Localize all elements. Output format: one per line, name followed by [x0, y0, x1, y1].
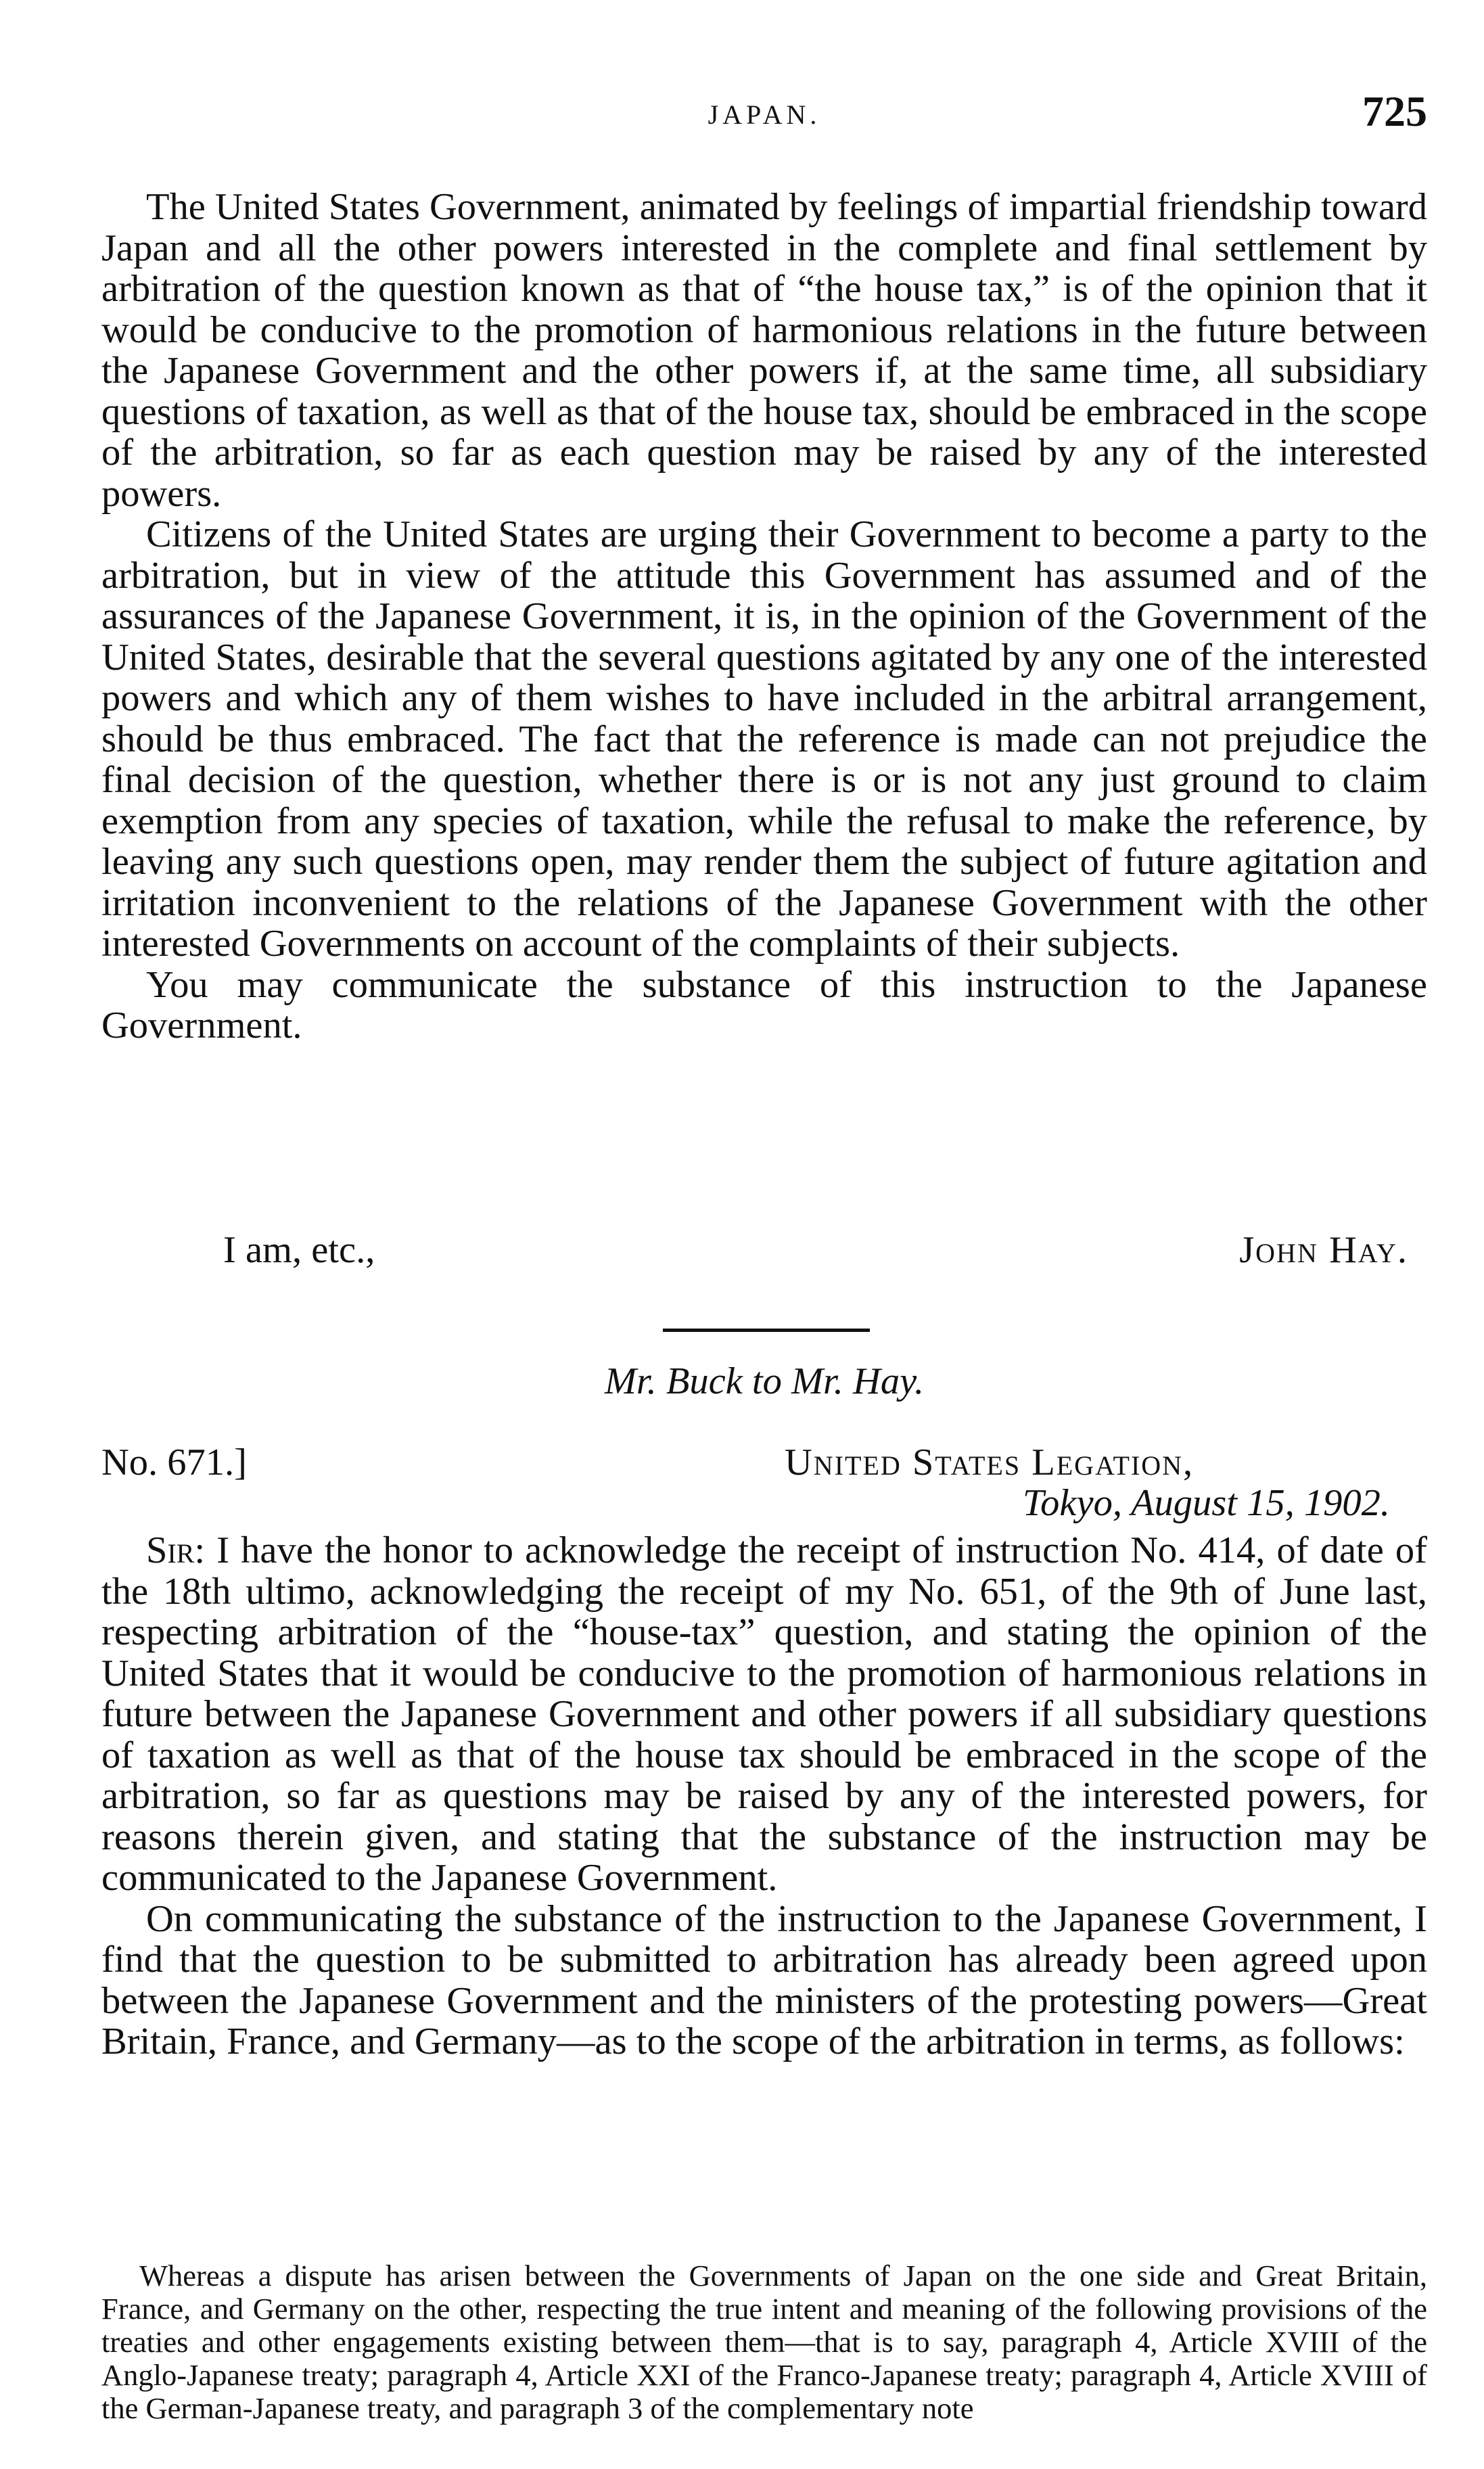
- paragraph-text: I have the honor to acknowledge the receipt of instruction No. 414, of date of the 18th ultimo, acknowledging the receipt of my No. 651, of the 9th of June last, respecting arbitration of the “house-tax” question, and stating the opinion of the United States that it would be conducive to the promotion of harmonious relations in future between the Japanese Government and other powers if all subsidiary questions of taxation as well as that of the house tax should be embraced in the scope of the arbitration, so far as questions may be raised by any of the interested powers, for reasons therein given, and stating that the substance of the instruction may be communicated to the Japanese Government.: [101, 1529, 1427, 1899]
- complimentary-close: I am, etc.,: [223, 1229, 375, 1271]
- despatch-body: [101, 1530, 1427, 2062]
- paragraph: Citizens of the United States are urging their Government to become a party to the arbitration, but in view of the attitude this Government has assumed and of the assurances of the Japanese Government, it is, in the opinion of the Government of the United States, desirable that the several questions agitated by any one of the interested powers and which any of them wishes to have included in the arbitral arrangement, should be thus embraced. The fact that the reference is made can not prejudice the final decision of the question, whether there is or is not any just ground to claim exemption from any species of taxation, while the refusal to make the reference, by leaving any such questions open, may render them the subject of future agitation and irritation inconvenient to the relations of the Japanese Government with the other interested Governments on account of the complaints of their subjects.: [101, 513, 1427, 965]
- document-title: Mr. Buck to Mr. Hay.: [604, 1360, 925, 1402]
- dateline: Tokyo, August 15, 1902.: [1022, 1482, 1390, 1524]
- despatch-heading: [101, 1441, 1427, 1483]
- paragraph: [101, 1530, 1427, 1899]
- page-number: 725: [1362, 87, 1427, 135]
- paragraph: On communicating the substance of the instruction to the Japanese Government, I find that the question to be submitted to arbitration has already been agreed upon between the Japanese Government and the ministers of the protesting powers—Great Britain, France, and Germany—as to the scope of the arbitration in terms, as follows:: [101, 1897, 1427, 2062]
- instruction-body: [101, 187, 1427, 1046]
- closing-line: [101, 1228, 1427, 1269]
- legation-name: United States Legation,: [785, 1441, 1195, 1483]
- salutation: Sir:: [146, 1529, 206, 1571]
- paragraph: The United States Government, animated by feelings of impartial friendship toward Japan and all the other powers interested in the complete and final settlement by arbitration of the question known as that of “the house tax,” is of the opinion that it would be conducive to the promotion of harmonious relations in the future between the Japanese Government and the other powers if, at the same time, all subsidiary questions of taxation, as well as that of the house tax, should be embraced in the scope of the arbitration, so far as each question may be raised by any of the interested powers.: [101, 186, 1427, 515]
- page-header: [101, 87, 1427, 147]
- section-divider: [663, 1329, 870, 1332]
- signature: John Hay.: [1239, 1229, 1408, 1271]
- despatch-number: No. 671.]: [101, 1441, 247, 1483]
- paragraph: You may communicate the substance of this instruction to the Japanese Government.: [101, 963, 1427, 1046]
- quote-text: Whereas a dispute has arisen between the Governments of Japan on the one side and Great Britain, France, and Germany on the other, respecting the true intent and meaning of the following provisions of the treaties and other engagements existing between them—that is to say, paragraph 4, Article XVIII of the Anglo-Japanese treaty; paragraph 4, Article XXI of the Franco-Japanese treaty; paragraph 4, Article XVIII of the German-Japanese treaty, and paragraph 3 of the complementary note: [101, 2259, 1427, 2425]
- running-head: JAPAN.: [708, 99, 821, 130]
- quoted-agreement: [101, 2259, 1427, 2425]
